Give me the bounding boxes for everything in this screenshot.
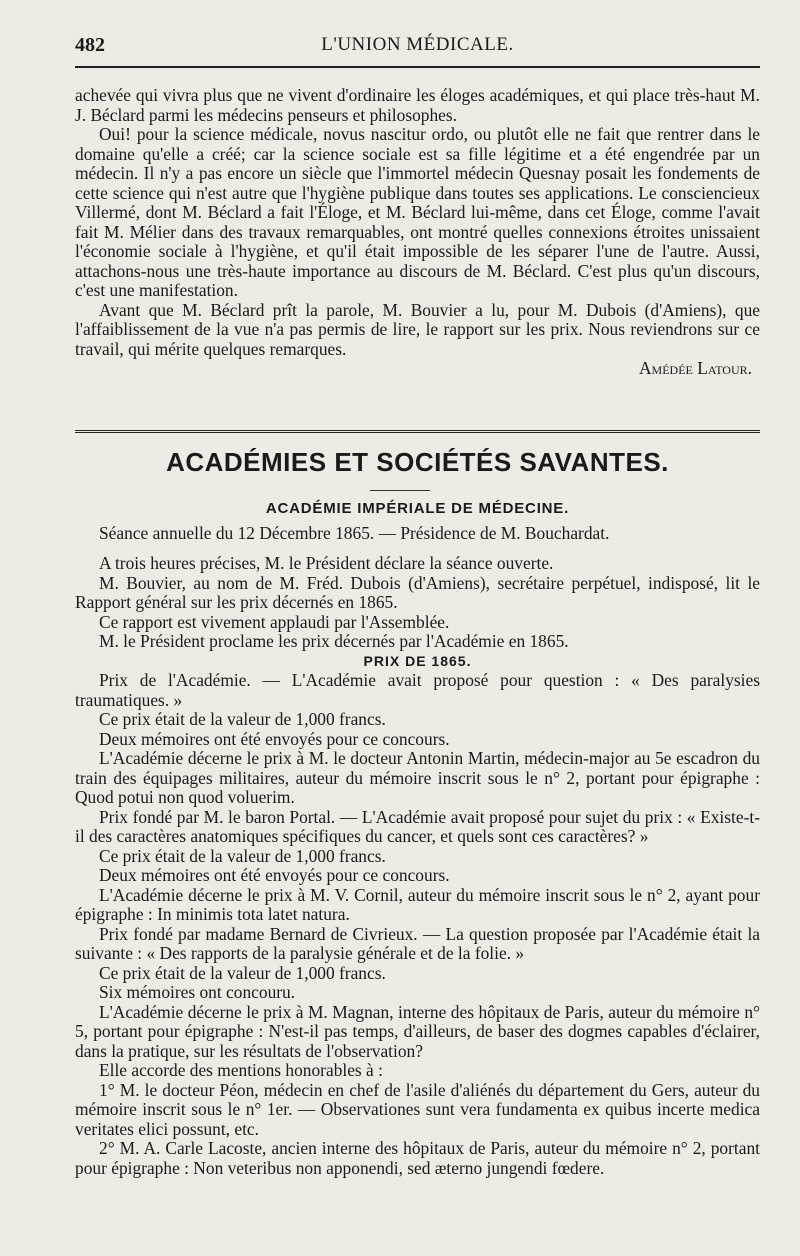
- intro-paragraph-3: Avant que M. Béclard prît la parole, M. Bouvier a lu, pour M. Dubois (d'Amiens), que l'affaiblissement de la vue n'a pas permis de lire, le rapport sur les prix. Nous reviendrons sur ce travail, qui mérite quelques remarques.: [75, 299, 760, 359]
- prix-civrieux-question: Prix fondé par madame Bernard de Civrieux. — La question proposée par l'Académie était la suivante : « Des rapports de la paralysie générale et de la folie. »: [75, 923, 760, 963]
- short-divider: [370, 490, 430, 491]
- prix-civrieux-award: L'Académie décerne le prix à M. Magnan, interne des hôpitaux de Paris, auteur du mémoire n° 5, portant pour épigraphe : N'est-il pas temps, d'ailleurs, de baser des dogmes capables d'éclairer, dans la pratique, sur les résultats de l'observation?: [75, 1001, 760, 1061]
- prix-portal-award: L'Académie décerne le prix à M. V. Cornil, auteur du mémoire inscrit sous le n° 2, ayant pour épigraphe : In minimis tota latet natura.: [75, 884, 760, 924]
- prix-portal-question: Prix fondé par M. le baron Portal. — L'Académie avait proposé pour sujet du prix : « Existe-t-il des caractères anatomiques spécifiques du cancer, et quels sont ces caractères? »: [75, 806, 760, 846]
- body-paragraph-3: Ce rapport est vivement applaudi par l'Assemblée.: [99, 611, 450, 632]
- section-title: ACADÉMIES ET SOCIÉTÉS SAVANTES.: [166, 447, 669, 477]
- prix-civrieux-mentions-intro: Elle accorde des mentions honorables à :: [99, 1060, 383, 1080]
- author-signature: Amédée Latour.: [639, 358, 752, 378]
- body-paragraph-2: M. Bouvier, au nom de M. Fréd. Dubois (d'Amiens), secrétaire perpétuel, indisposé, lit le Rapport général sur les prix décernés en 1865.: [75, 572, 760, 612]
- session-line-block: [75, 524, 760, 544]
- body-paragraph-1: A trois heures précises, M. le Président déclare la séance ouverte.: [99, 553, 554, 573]
- prix-academie-question: Prix de l'Académie. — L'Académie avait proposé pour question : « Des paralysies traumatiques. »: [75, 670, 760, 710]
- mention-item: 2° M. A. Carle Lacoste, ancien interne des hôpitaux de Paris, auteur du mémoire n° 2, portant pour épigraphe : Non veteribus non apponendi, sed æterno jungendi fœdere.: [75, 1138, 760, 1178]
- page-header: [75, 32, 760, 66]
- prix-civrieux-value: Ce prix était de la valeur de 1,000 francs.: [99, 962, 386, 983]
- prix-academie-award: L'Académie décerne le prix à M. le docteur Antonin Martin, médecin-major au 5e escadron du train des équipages militaires, auteur du mémoire inscrit sous le n° 2, portant pour épigraphe : Quod potui non quod voluerim.: [75, 748, 760, 807]
- intro-paragraph-2: Oui! pour la science médicale, novus nascitur ordo, ou plutôt elle ne fait que rentrer dans le domaine qu'elle a créé; car la science sociale est sa fille légitime et a été engendrée par un médecin. Il n'y a pas encore un siècle que l'immortel médecin Quesnay posait les fondements de cette science qui n'est autre que l'hygiène publique dans toutes ses applications. Le consciencieux Villermé, dont M. Béclard a fait l'Éloge, et M. Béclard lui-même, dans cet Éloge, comme l'avait fait M. Mélier dans des travaux remarquables, ont montré quelles connexions étroites unissaient l'économie sociale à l'hygiène, et qu'il était impossible de les séparer l'une de l'autre. Aussi, attachons-nous une très-haute importance au discours de M. Béclard. C'est plus qu'un discours, c'est une manifestation.: [75, 124, 760, 300]
- prix-academie-value: Ce prix était de la valeur de 1,000 francs.: [99, 709, 386, 729]
- academy-heading: ACADÉMIE IMPÉRIALE DE MÉDECINE.: [265, 500, 570, 517]
- minutes-body: [75, 554, 760, 1178]
- section-divider: [75, 430, 760, 435]
- prix-portal-submissions: Deux mémoires ont été envoyés pour ce concours.: [99, 865, 450, 885]
- body-paragraph-4: M. le Président proclame les prix décernés par l'Académie en 1865.: [99, 631, 569, 651]
- mention-item: 1° M. le docteur Péon, médecin en chef de l'asile d'aliénés du département du Gers, auteur du mémoire inscrit sous le n° 1er. — Observationes sunt vera fundamenta ex quibus incerte medica veritates elici possunt, etc.: [75, 1079, 760, 1139]
- session-line: Séance annuelle du 12 Décembre 1865. — Présidence de M. Bouchardat.: [99, 523, 610, 543]
- header-rule: [75, 66, 760, 68]
- running-head: L'UNION MÉDICALE.: [321, 34, 514, 55]
- intro-article: [75, 86, 760, 379]
- prix-heading: PRIX DE 1865.: [363, 652, 472, 669]
- prix-civrieux-submissions: Six mémoires ont concouru.: [99, 982, 296, 1002]
- intro-paragraph-1: achevée qui vivra plus que ne vivent d'ordinaire les éloges académiques, et qui place très-haut M. J. Béclard parmi les médecins penseurs et philosophes.: [75, 85, 760, 125]
- prix-portal-value: Ce prix était de la valeur de 1,000 francs.: [99, 845, 386, 866]
- page-number: 482: [75, 34, 105, 56]
- prix-academie-submissions: Deux mémoires ont été envoyés pour ce concours.: [99, 728, 450, 749]
